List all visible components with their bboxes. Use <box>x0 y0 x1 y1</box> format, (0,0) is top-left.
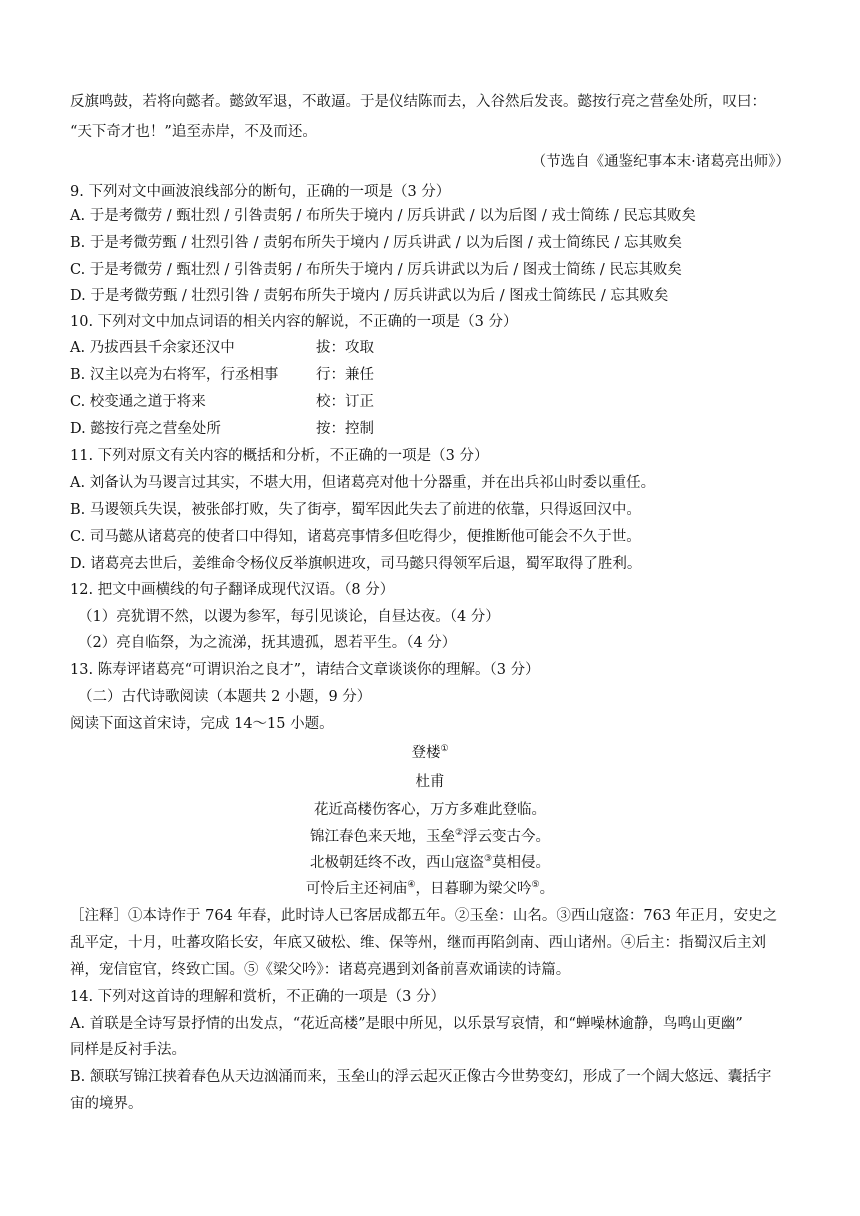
q12-sentence-1: （1）亮犹谓不然，以谡为参军，每引见谈论，自昼达夜。（4 分） <box>78 609 500 625</box>
poem-line-3 <box>70 853 790 873</box>
question-12-stem: 12. 把文中画横线的句子翻译成现代汉语。（8 分） <box>70 582 395 598</box>
q14-option-a-cont: 同样是反衬手法。 <box>70 1042 186 1058</box>
poem-line-4-c: 。 <box>539 881 555 897</box>
poem-line-4-a: 可怜后主还祠庙 <box>305 881 408 897</box>
q9-option-c: C. 于是考微劳 / 甄壮烈 / 引咎责躬 / 布所失于境内 / 厉兵讲武以为后 / 图戎士简练 / 民忘其败矣 <box>70 262 682 278</box>
q10-option-a-text: A. 乃拔西县千余家还汉中 <box>70 340 235 356</box>
q11-option-c: C. 司马懿从诸葛亮的使者口中得知，诸葛亮事情多但吃得少，便推断他可能会不久于世。 <box>70 529 641 545</box>
q14-option-b-cont: 宙的境界。 <box>70 1096 143 1112</box>
poem-line-4 <box>70 879 790 899</box>
poem-line-2-a: 锦江春色来天地，玉垒 <box>309 829 455 845</box>
q11-option-b: B. 马谡领兵失误，被张郃打败，失了街亭，蜀军因此失去了前进的依靠，只得返回汉中。 <box>70 502 641 518</box>
poem-note-mark: ④ <box>407 880 416 891</box>
poem-title-note-mark: ① <box>440 744 449 755</box>
passage-line: “天下奇才也！”追至赤岸，不及而还。 <box>70 124 317 140</box>
poem-line-2 <box>70 827 790 847</box>
q10-option-b-note: 行：兼任 <box>316 367 374 383</box>
q10-option-a <box>70 338 790 358</box>
q10-option-b <box>70 365 790 385</box>
poem-title-text: 登楼 <box>411 745 441 761</box>
q10-option-c <box>70 392 790 412</box>
q9-option-a: A. 于是考微劳 / 甄壮烈 / 引咎责躬 / 布所失于境内 / 厉兵讲武 / 以为后图 / 戎士简练 / 民忘其败矣 <box>70 208 696 224</box>
poem-line-2-b: 浮云变古今。 <box>463 829 551 845</box>
q10-option-a-note: 拔：攻取 <box>316 340 374 356</box>
notes-line: 乱平定，十月，吐蕃攻陷长安，年底又破松、维、保等州，继而再陷剑南、西山诸州。④后主：指蜀汉后主刘 <box>70 935 766 951</box>
q10-option-c-text: C. 校变通之道于将来 <box>70 394 206 410</box>
poem-line-3-a: 北极朝廷终不改，西山寇盗 <box>309 855 484 871</box>
question-10-stem: 10. 下列对文中加点词语的相关内容的解说，不正确的一项是（3 分） <box>70 314 518 330</box>
poem-note-mark: ② <box>454 828 464 839</box>
passage-source: （节选自《通鉴纪事本末·诸葛亮出师》） <box>531 154 790 170</box>
q11-option-a: A. 刘备认为马谡言过其实，不堪大用，但诸葛亮对他十分器重，并在出兵祁山时委以重任。 <box>70 475 656 491</box>
poem-line-3-b: 莫相侵。 <box>492 855 551 871</box>
q10-option-b-text: B. 汉主以亮为右将军，行丞相事 <box>70 367 279 383</box>
q14-option-b: B. 颔联写锦江挟着春色从天边汹涌而来，玉垒山的浮云起灭正像古今世势变幻，形成了一个阔大悠远、囊括宇 <box>70 1069 772 1085</box>
section-intro: 阅读下面这首宋诗，完成 14～15 小题。 <box>70 716 334 732</box>
notes-line: ［注释］①本诗作于 764 年春，此时诗人已客居成都五年。②玉垒：山名。③西山寇盗：763 年正月，安史之 <box>70 908 778 924</box>
notes-line: 禅，宠信宦官，终致亡国。⑤《梁父吟》：诸葛亮遇到刘备前喜欢诵读的诗篇。 <box>70 962 571 978</box>
q12-sentence-2: （2）亮自临祭，为之流涕，抚其遗孤，恩若平生。（4 分） <box>78 635 457 651</box>
q10-option-d <box>70 419 790 439</box>
question-13-stem: 13. 陈寿评诸葛亮“可谓识治之良才”，请结合文章谈谈你的理解。（3 分） <box>70 662 540 678</box>
poem-title <box>70 743 790 763</box>
poem-line-1: 花近高楼伤客心，万方多难此登临。 <box>314 802 546 818</box>
q9-option-b: B. 于是考微劳甄 / 壮烈引咎 / 责躬布所失于境内 / 厉兵讲武 / 以为后图 / 戎士简练民 / 忘其败矣 <box>70 235 682 251</box>
q11-option-d: D. 诸葛亮去世后，姜维命令杨仪反举旗帜进攻，司马懿只得领军后退，蜀军取得了胜利。 <box>70 556 642 572</box>
question-9-stem: 9. 下列对文中画波浪线部分的断句，正确的一项是（3 分） <box>70 184 451 200</box>
q10-option-c-note: 校：订正 <box>316 394 374 410</box>
q14-option-a: A. 首联是全诗写景抒情的出发点，“花近高楼”是眼中所见，以乐景写哀情，和“蝉噪林逾静，鸟鸣山更幽” <box>70 1016 743 1032</box>
poem-note-mark: ③ <box>483 854 493 865</box>
poem-line-4-b: ，日暮聊为梁父吟 <box>415 881 532 897</box>
q10-option-d-note: 按：控制 <box>316 421 374 437</box>
section-heading: （二）古代诗歌阅读（本题共 2 小题，9 分） <box>78 689 372 705</box>
question-14-stem: 14. 下列对这首诗的理解和赏析，不正确的一项是（3 分） <box>70 989 446 1005</box>
q10-option-d-text: D. 懿按行亮之营垒处所 <box>70 421 221 437</box>
poem-author: 杜甫 <box>415 774 445 790</box>
poem-note-mark: ⑤ <box>531 880 540 891</box>
question-11-stem: 11. 下列对原文有关内容的概括和分析，不正确的一项是（3 分） <box>70 448 489 464</box>
q9-option-d: D. 于是考微劳甄 / 壮烈引咎 / 责躬布所失于境内 / 厉兵讲武以为后 / 图戎士简练民 / 忘其败矣 <box>70 288 669 304</box>
passage-line: 反旗鸣鼓，若将向懿者。懿敛军退，不敢逼。于是仪结陈而去，入谷然后发丧。懿按行亮之营垒处所，叹曰： <box>70 94 766 110</box>
